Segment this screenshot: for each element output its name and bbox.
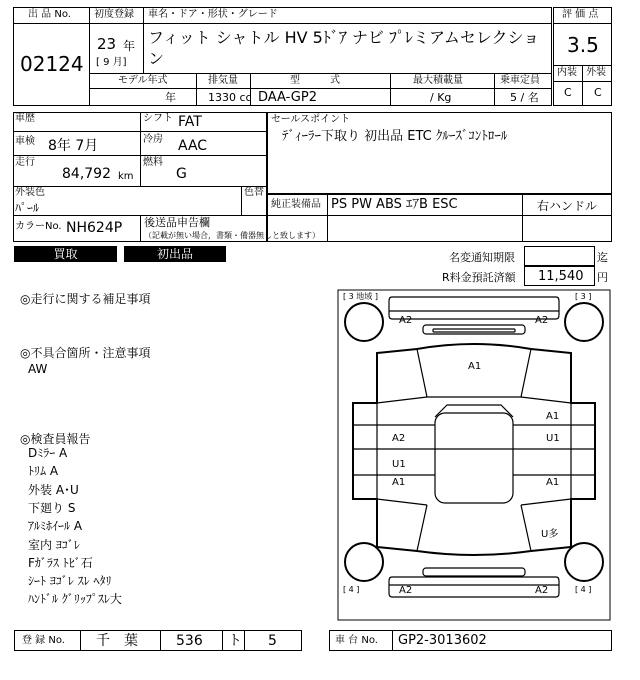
mark-hood: A1: [468, 361, 482, 372]
steering-value: 右ハンドル: [537, 199, 598, 213]
mileage-unit: km: [118, 171, 134, 182]
fuel-value: G: [176, 166, 187, 182]
recycle-unit: 円: [597, 271, 608, 284]
equipment-label: 純正装備品: [271, 199, 321, 210]
divider: [522, 194, 523, 242]
cooler-value: AAC: [178, 138, 208, 154]
year-unit: 年: [123, 39, 136, 53]
aftermarket-label: 後送品申告欄: [144, 216, 210, 229]
score-value: 3.5: [567, 33, 599, 57]
mark-front-left-bumper: A2: [399, 315, 413, 326]
divider: [89, 88, 552, 89]
divider: [582, 65, 583, 106]
first-reg-year: 23: [97, 35, 117, 53]
capacity-label: 乗車定員: [500, 75, 540, 86]
load-label: 最大積載量: [413, 75, 463, 86]
inspection-value: 8年 7月: [48, 138, 99, 154]
registration-region: 千 葉: [96, 633, 138, 649]
first-reg-label: 初度登録: [94, 9, 134, 20]
mark-right-rear-u: U多: [541, 529, 559, 540]
change-deadline-unit: 迄: [597, 251, 608, 264]
divider: [13, 155, 267, 156]
history-label: 車歴: [15, 113, 35, 124]
registration-number: 5: [268, 633, 277, 649]
mark-front-right-bumper: A2: [535, 315, 549, 326]
first-reg-month: [ 9 月]: [96, 57, 127, 68]
chassis-label: 車 台 No.: [335, 635, 378, 646]
defect-notes-text: AW: [28, 362, 48, 376]
car-name-line2: ン: [148, 49, 165, 68]
divider: [196, 73, 197, 106]
recycle-label: R料金預託済額: [442, 271, 516, 284]
inspector-item: ﾊﾝﾄﾞﾙ ｸﾞﾘｯﾌﾟｽﾚ大: [28, 592, 122, 606]
divider: [390, 73, 391, 106]
divider: [140, 112, 141, 186]
model-year-label: モデル年式: [118, 75, 168, 86]
change-deadline-label: 名変通知期限: [449, 251, 515, 264]
divider: [89, 73, 552, 74]
inspector-report-title: ◎検査員報告: [20, 432, 91, 446]
divider: [392, 630, 393, 651]
mark-left-door-u: U1: [392, 459, 406, 470]
mark-rear-left-bumper: A2: [399, 585, 413, 596]
cooler-label: 冷房: [143, 134, 163, 145]
car-name-line1: フィット シャトル HV 5ﾄﾞｱ ナビ ﾌﾟﾚミアムセレクショ: [148, 28, 540, 47]
inspector-item: 外装 A･U: [28, 483, 79, 497]
exterior-label: 外装: [586, 67, 606, 78]
lot-label: 出 品 No.: [28, 9, 71, 20]
corner-label-tl: [ 3 地域 ]: [343, 292, 378, 301]
inspection-label: 車検: [15, 136, 35, 147]
mark-right-fender-a: A1: [546, 411, 560, 422]
color-no-value: NH624P: [66, 220, 123, 236]
lot-number: 02124: [20, 52, 84, 76]
type-label: 型 式: [290, 75, 340, 86]
divider: [143, 7, 144, 73]
type-value: DAA-GP2: [258, 90, 317, 105]
defect-notes-title: ◎不具合箇所・注意事項: [20, 346, 151, 360]
sales-point-text: ﾃﾞｨｰﾗｰ下取り 初出品 ETC ｸﾙｰｽﾞｺﾝﾄﾛｰﾙ: [282, 129, 508, 144]
buy-badge: 買取: [14, 246, 117, 262]
inspector-item: ｼｰﾄ ﾖｺﾞﾚ ｽﾚ ﾍﾀﾘ: [28, 574, 112, 588]
car-name-label: 車名・ドア・形状・グレード: [148, 9, 278, 20]
inspector-item: 室内 ﾖｺﾞﾚ: [28, 538, 80, 552]
wheel-rear-left: [345, 543, 383, 581]
divider: [222, 630, 223, 651]
load-value: / Kg: [430, 91, 452, 104]
divider: [553, 81, 612, 82]
divider: [89, 23, 552, 24]
divider: [267, 215, 612, 216]
shift-value: FAT: [178, 114, 202, 130]
fuel-label: 燃料: [143, 157, 163, 168]
inspector-item: Fｶﾞﾗｽ ﾄﾋﾞ石: [28, 556, 93, 570]
chassis-number: GP2-3013602: [398, 633, 487, 648]
wheel-front-right: [565, 303, 603, 341]
mark-left-door-a: A1: [392, 477, 406, 488]
interior-score: C: [564, 86, 572, 99]
mark-left-fender: A2: [392, 433, 406, 444]
divider: [244, 630, 245, 651]
interior-label: 内装: [557, 67, 577, 78]
mileage-value: 84,792: [62, 166, 111, 182]
score-label: 評 価 点: [562, 9, 599, 20]
corner-label-tr: [ 3 ]: [575, 292, 592, 301]
aftermarket-note: （記載が無い場合，書類・備器無しと致します）: [144, 231, 320, 240]
corner-label-br: [ 4 ]: [575, 585, 592, 594]
registration-kana: ト: [228, 633, 242, 649]
inspector-item: Dﾐﾗｰ A: [28, 446, 68, 460]
model-year-unit: 年: [165, 91, 176, 104]
displacement-value: 1330 cc: [208, 91, 252, 104]
mileage-label: 走行: [15, 157, 35, 168]
wheel-front-left: [345, 303, 383, 341]
registration-label: 登 録 No.: [22, 635, 65, 646]
divider: [13, 131, 267, 132]
mark-rear-right-bumper: A2: [535, 585, 549, 596]
divider: [494, 73, 495, 106]
corner-label-bl: [ 4 ]: [343, 585, 360, 594]
sales-point-label: セールスポイント: [271, 114, 351, 125]
divider: [160, 630, 161, 651]
first-listing-badge: 初出品: [124, 246, 226, 262]
equipment-value: PS PW ABS ｴｱB ESC: [331, 197, 458, 212]
wheel-rear-right: [565, 543, 603, 581]
divider: [13, 186, 267, 187]
divider: [140, 215, 141, 242]
inspector-item: 下廻り S: [28, 501, 76, 515]
inspector-item: ﾄﾘﾑ A: [28, 464, 59, 478]
ext-color-value: ﾊﾟｰﾙ: [15, 201, 40, 215]
registration-class: 536: [176, 633, 203, 649]
divider: [241, 186, 242, 215]
divider: [80, 630, 81, 651]
displacement-label: 排気量: [208, 75, 238, 86]
inspector-item: ｱﾙﾐﾎｲｰﾙ A: [28, 519, 83, 533]
capacity-value: 5 / 名: [510, 91, 539, 104]
exterior-score: C: [594, 86, 602, 99]
shift-label: シフト: [143, 113, 173, 124]
recycle-value: 11,540: [538, 269, 584, 284]
mark-right-door-a: A1: [546, 477, 560, 488]
condition-diagram: [337, 289, 611, 621]
recolor-label: 色替: [244, 187, 264, 198]
drive-notes-title: ◎走行に関する補足事項: [20, 292, 151, 306]
change-deadline-field: [524, 246, 595, 266]
divider: [553, 23, 612, 24]
mark-right-fender-u: U1: [546, 433, 560, 444]
divider: [327, 194, 328, 242]
color-no-label: カラーNo.: [15, 221, 62, 232]
ext-color-label: 外装色: [15, 187, 45, 198]
divider: [13, 23, 90, 24]
